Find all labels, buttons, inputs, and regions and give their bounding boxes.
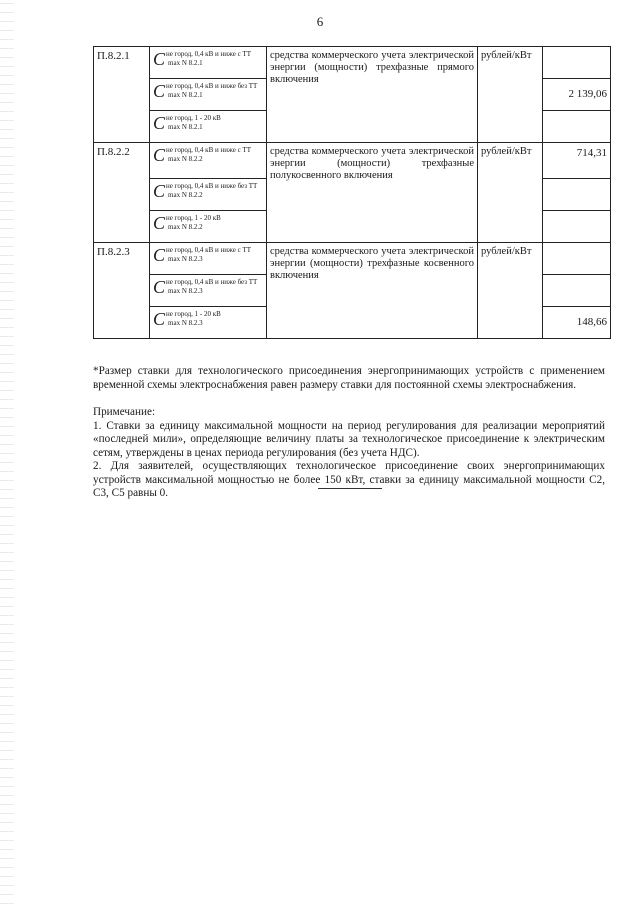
formula-symbol: C <box>153 277 166 297</box>
rate-value <box>543 111 611 143</box>
formula-subscript: max N 8.2.1 <box>168 122 203 131</box>
formula-superscript: не город, 0,4 кВ и ниже без ТТ <box>166 182 258 190</box>
row-unit: рублей/кВт <box>478 243 543 339</box>
rate-formula <box>150 79 267 111</box>
formula-symbol: C <box>153 245 166 265</box>
table-row <box>94 143 611 179</box>
rate-formula <box>150 211 267 243</box>
rate-value <box>543 211 611 243</box>
note-item: 1. Ставки за единицу максимальной мощности на период регулирования для реализации мероприятий «последней мили», определяющие величину платы за технологическое присоединение к электрическим сетям, утверждены в ценах периода регулирования (без учета НДС). <box>93 419 605 459</box>
rate-value: 2 139,06 <box>543 79 611 111</box>
rate-formula <box>150 47 267 79</box>
formula-superscript: не город, 1 - 20 кВ <box>166 114 221 122</box>
rates-table <box>93 46 611 339</box>
formula-symbol: C <box>153 49 166 69</box>
closing-rule <box>318 488 382 489</box>
rate-formula <box>150 143 267 179</box>
rate-value <box>543 275 611 307</box>
formula-subscript: max N 8.2.1 <box>168 58 203 67</box>
formula-subscript: max N 8.2.3 <box>168 254 203 263</box>
formula-superscript: не город, 0,4 кВ и ниже без ТТ <box>166 82 258 90</box>
table-row <box>94 47 611 79</box>
formula-superscript: не город, 1 - 20 кВ <box>166 310 221 318</box>
formula-superscript: не город, 0,4 кВ и ниже с ТТ <box>166 246 251 254</box>
rate-formula <box>150 307 267 339</box>
formula-superscript: не город, 0,4 кВ и ниже с ТТ <box>166 50 251 58</box>
formula-symbol: C <box>153 213 166 233</box>
notes-section <box>93 365 605 501</box>
row-description: средства коммерческого учета электрической энергии (мощности) трехфазные полукосвенного включения <box>267 143 478 243</box>
formula-subscript: max N 8.2.2 <box>168 154 203 163</box>
footnote: *Размер ставки для технологического присоединения энергопринимающих устройств с применением временной схемы электроснабжения равен размеру ставки для постоянной схемы электроснабжения. <box>93 365 605 391</box>
formula-superscript: не город, 1 - 20 кВ <box>166 214 221 222</box>
rate-value <box>543 243 611 275</box>
formula-subscript: max N 8.2.3 <box>168 318 203 327</box>
rate-formula <box>150 179 267 211</box>
row-description: средства коммерческого учета электрической энергии (мощности) трехфазные прямого включения <box>267 47 478 143</box>
rate-formula <box>150 243 267 275</box>
rate-formula <box>150 275 267 307</box>
formula-symbol: C <box>153 81 166 101</box>
row-description: средства коммерческого учета электрической энергии (мощности) трехфазные косвенного включения <box>267 243 478 339</box>
rate-value <box>543 47 611 79</box>
page-number: 6 <box>316 14 324 29</box>
row-unit: рублей/кВт <box>478 143 543 243</box>
table-row <box>94 243 611 275</box>
formula-subscript: max N 8.2.1 <box>168 90 203 99</box>
row-code: П.8.2.1 <box>94 47 150 143</box>
row-code: П.8.2.2 <box>94 143 150 243</box>
rate-value: 714,31 <box>543 143 611 179</box>
formula-subscript: max N 8.2.3 <box>168 286 203 295</box>
note-heading: Примечание: <box>93 406 156 418</box>
note-item: 2. Для заявителей, осуществляющих технологическое присоединение своих энергопринимающих устройств максимальной мощностью не более 150 кВт, ставки за единицу максимальной мощности С2, С3, С5 равны 0. <box>93 460 605 499</box>
formula-superscript: не город, 0,4 кВ и ниже без ТТ <box>166 278 258 286</box>
rate-value: 148,66 <box>543 307 611 339</box>
formula-symbol: C <box>153 309 166 329</box>
scan-edge <box>0 0 14 905</box>
formula-superscript: не город, 0,4 кВ и ниже с ТТ <box>166 146 251 154</box>
row-unit: рублей/кВт <box>478 47 543 143</box>
formula-subscript: max N 8.2.2 <box>168 222 203 231</box>
rate-value <box>543 179 611 211</box>
rate-formula <box>150 111 267 143</box>
formula-subscript: max N 8.2.2 <box>168 190 203 199</box>
row-code: П.8.2.3 <box>94 243 150 339</box>
formula-symbol: C <box>153 181 166 201</box>
formula-symbol: C <box>153 145 166 165</box>
formula-symbol: C <box>153 113 166 133</box>
